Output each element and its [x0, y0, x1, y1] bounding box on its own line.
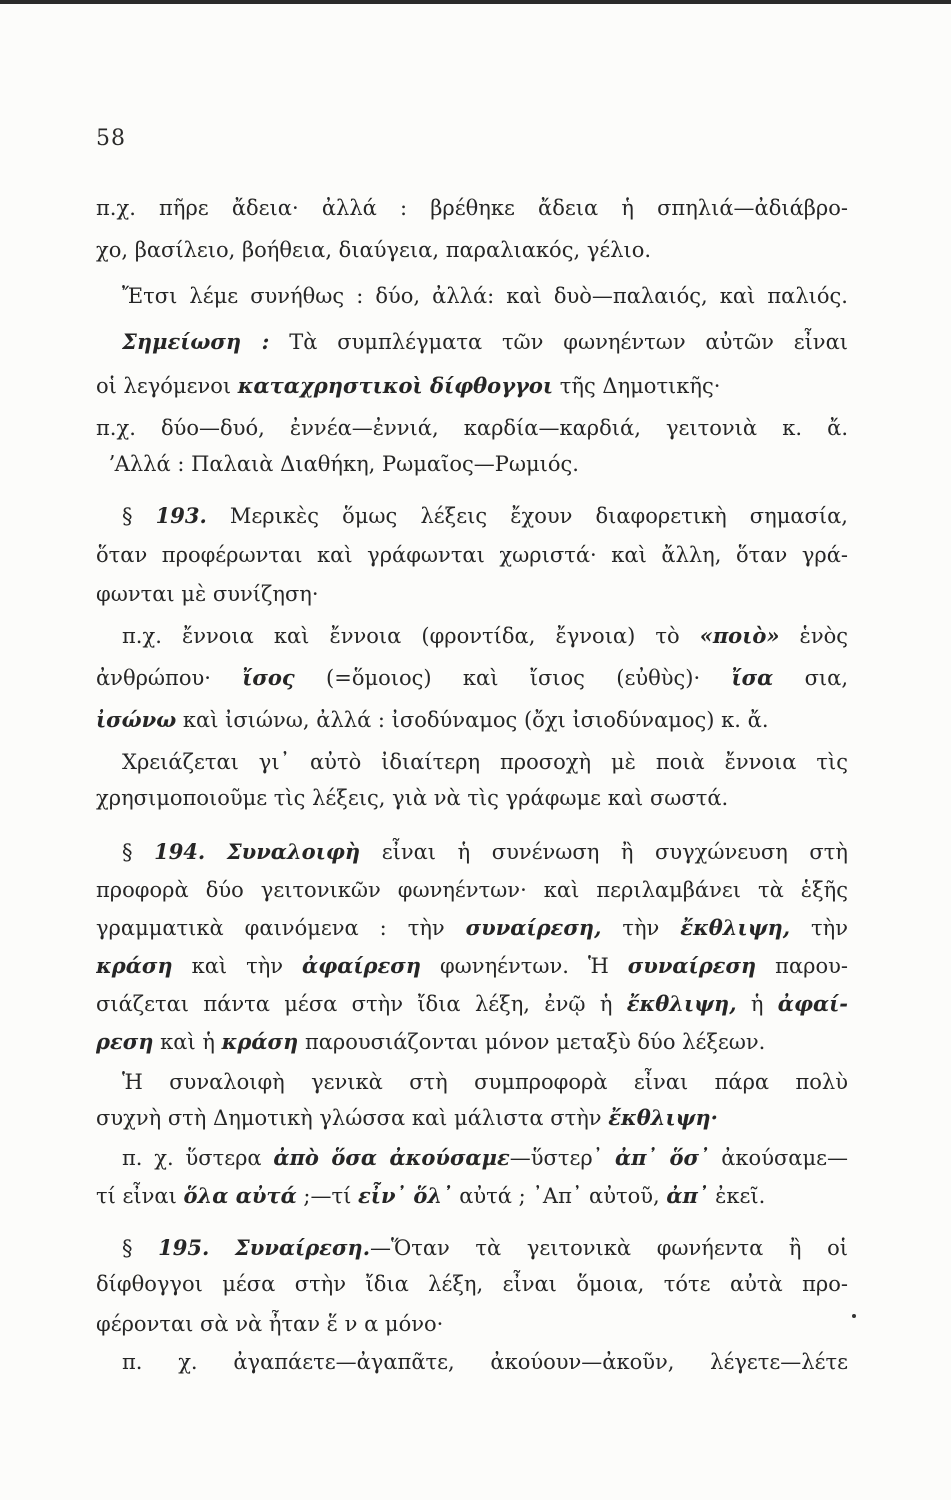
text-run: ἀκούσαμε— [709, 1146, 848, 1170]
section-number: 194. [154, 839, 206, 864]
text-run: § [122, 1236, 159, 1260]
text-line [122, 1234, 848, 1262]
text-run [205, 840, 227, 864]
text-run: π. χ. ὕστερα [122, 1146, 274, 1170]
text-run: § [122, 504, 156, 528]
text-line [96, 952, 848, 980]
text-line [122, 328, 848, 356]
text-line [96, 541, 848, 569]
text-run: Ἡ συναλοιφὴ γενικὰ στὴ συμπροφορὰ εἶναι πάρα πολὺ [122, 1070, 848, 1094]
section-number: 195. [158, 1235, 210, 1260]
text-run: τί εἶναι [96, 1184, 184, 1208]
text-run: π.χ. δύο—δυό, ἐννέα—ἐννιά, καρδία—καρδιά, γειτονιὰ κ. ἄ. [96, 416, 848, 440]
text-run: Ἔτσι λέμε συνήθως : δύο, ἀλλά: καὶ δυὸ—παλαιός, καὶ παλιός. [122, 284, 848, 308]
text-line [96, 414, 848, 442]
text-run: αὐτά ; ᾽Απ᾽ αὐτοῦ, [452, 1184, 667, 1208]
emphasized-term: ἔκθλιψη, [626, 991, 737, 1016]
text-run: σια, [773, 666, 848, 690]
text-run: τὴν [601, 916, 681, 940]
text-run: § [122, 840, 155, 864]
text-line [96, 194, 848, 222]
text-line [96, 1270, 848, 1298]
emphasized-term: ἔκθλιψη, [680, 915, 791, 940]
text-run: γραμματικὰ φαινόμενα : τὴν [96, 916, 466, 940]
emphasized-term: κράση [221, 1029, 299, 1054]
text-line [122, 282, 848, 310]
text-run: π. χ. ἀγαπάετε—ἀγαπᾶτε, ἀκούουν—ἀκοῦν, λέγετε—λέτε [122, 1350, 848, 1374]
emphasized-term: ἀπ᾽ [666, 1183, 709, 1208]
text-run: καὶ τὴν [172, 954, 303, 978]
text-run: ἑνὸς [779, 624, 848, 648]
text-run: Τὰ συμπλέγματα τῶν φωνηέντων αὐτῶν εἶναι [269, 330, 848, 354]
text-run: χρησιμοποιοῦμε τὶς λέξεις, γιὰ νὰ τὶς γράφωμε καὶ σωστά. [96, 786, 729, 810]
text-run: σιάζεται πάντα μέσα στὴν ἴδια λέξη, ἐνῷ ἡ [96, 992, 627, 1016]
emphasized-term: ὅλα αὐτά [183, 1183, 297, 1208]
text-run: οἱ λεγόμενοι [96, 374, 238, 398]
text-line [96, 914, 848, 942]
page-number: 58 [96, 126, 126, 151]
section-number: 193. [155, 503, 207, 528]
emphasized-term: εἶν᾽ ὅλ᾽ [358, 1183, 453, 1208]
emphasized-term: ἴσος [242, 665, 295, 690]
text-run: καὶ ἰσιώνω, ἀλλά : ἰσοδύναμος (ὄχι ἰσιοδύναμος) κ. ἄ. [176, 708, 769, 732]
emphasized-term: ἀφαί- [777, 991, 848, 1016]
text-line [96, 1028, 848, 1056]
text-line [108, 450, 860, 478]
text-run: Χρειάζεται γι᾽ αὐτὸ ἰδιαίτερη προσοχὴ μὲ ποιὰ ἔννοια τὶς [122, 750, 848, 774]
emphasized-term: Σημείωση : [122, 329, 270, 354]
text-line [96, 1182, 848, 1210]
text-run: ἡ [736, 992, 778, 1016]
text-line [96, 372, 848, 400]
print-speck [852, 1314, 856, 1318]
text-line [96, 990, 848, 1018]
text-run: —ὕστερ᾽ [509, 1146, 615, 1170]
emphasized-term: ρεση [96, 1029, 154, 1054]
text-run: παρουσιάζονται μόνον μεταξὺ δύο λέξεων. [298, 1030, 766, 1054]
text-run: ὅταν προφέρωνται καὶ γράφωνται χωριστά· καὶ ἄλλη, ὅταν γρά- [96, 543, 848, 567]
text-run [209, 1236, 235, 1260]
text-line [96, 580, 848, 608]
text-line [96, 876, 848, 904]
text-run: τὴν [790, 916, 848, 940]
emphasized-term: Συναίρεση. [234, 1235, 371, 1260]
text-line [122, 1348, 848, 1376]
text-line [122, 1144, 848, 1172]
emphasized-term: ἴσα [731, 665, 774, 690]
text-run: προφορὰ δύο γειτονικῶν φωνηέντων· καὶ περιλαμβάνει τὰ ἑξῆς [96, 878, 848, 902]
emphasized-term: ἀπὸ ὅσα ἀκούσαμε [273, 1145, 510, 1170]
text-line [122, 1068, 848, 1096]
text-run: εἶναι ἡ συνένωση ἢ συγχώνευση στὴ [360, 840, 848, 864]
text-run: φέρονται σὰ νὰ ἦταν ἕ ν α μόνο· [96, 1312, 444, 1336]
text-line [122, 838, 848, 866]
emphasized-term: Συναλοιφὴ [226, 839, 361, 864]
text-run: —Ὅταν τὰ γειτονικὰ φωνήεντα ἢ οἱ [370, 1236, 848, 1260]
emphasized-term: ἀπ᾽ ὅσ᾽ [614, 1145, 710, 1170]
emphasized-term: καταχρηστικοὶ δίφθογγοι [237, 373, 554, 398]
text-line [122, 622, 848, 650]
text-run: ἐκεῖ. [708, 1184, 766, 1208]
text-run: ἀνθρώπου· [96, 666, 243, 690]
text-run: συχνὴ στὴ Δημοτικὴ γλώσσα καὶ μάλιστα στὴν [96, 1106, 609, 1130]
text-run: (=ὅμοιος) καὶ ἴσιος (εὐθὺς)· [294, 666, 732, 690]
emphasized-term: ἔκθλιψη· [608, 1105, 718, 1130]
text-run: Μερικὲς ὅμως λέξεις ἔχουν διαφορετικὴ σημασία, [206, 504, 848, 528]
emphasized-term: ἰσώνω [96, 707, 177, 732]
emphasized-term: συναίρεση, [465, 915, 602, 940]
text-run: π.χ. πῆρε ἄδεια· ἀλλά : βρέθηκε ἄδεια ἡ σπηλιά—ἀδιάβρο- [96, 196, 848, 220]
text-run: χο, βασίλειο, βοήθεια, διαύγεια, παραλιακός, γέλιο. [96, 238, 652, 262]
text-line [96, 236, 848, 264]
text-run: τῆς Δημοτικῆς· [553, 374, 721, 398]
text-run: δίφθογγοι μέσα στὴν ἴδια λέξη, εἶναι ὅμοια, τότε αὐτὰ προ- [96, 1272, 848, 1296]
text-run: καὶ ἡ [153, 1030, 222, 1054]
text-run: π.χ. ἔννοια καὶ ἔννοια (φροντίδα, ἔγνοια) τὸ [122, 624, 700, 648]
text-line [96, 784, 848, 812]
emphasized-term: «ποιὸ» [699, 623, 780, 648]
scan-top-edge [0, 0, 951, 4]
text-run: ʼΑλλά : Παλαιὰ Διαθήκη, Ρωμαῖος—Ρωμιός. [108, 452, 579, 476]
emphasized-term: κράση [96, 953, 173, 978]
emphasized-term: συναίρεση [627, 953, 757, 978]
text-run: παρου- [756, 954, 848, 978]
text-line [122, 502, 848, 530]
text-run: φωνται μὲ συνίζηση· [96, 582, 319, 606]
text-line [122, 748, 848, 776]
text-line [96, 664, 848, 692]
text-run: ;—τί [296, 1184, 359, 1208]
text-line [96, 706, 848, 734]
text-line [96, 1104, 848, 1132]
text-line [96, 1310, 848, 1338]
emphasized-term: ἀφαίρεση [302, 953, 422, 978]
text-run: φωνηέντων. Ἡ [421, 954, 628, 978]
